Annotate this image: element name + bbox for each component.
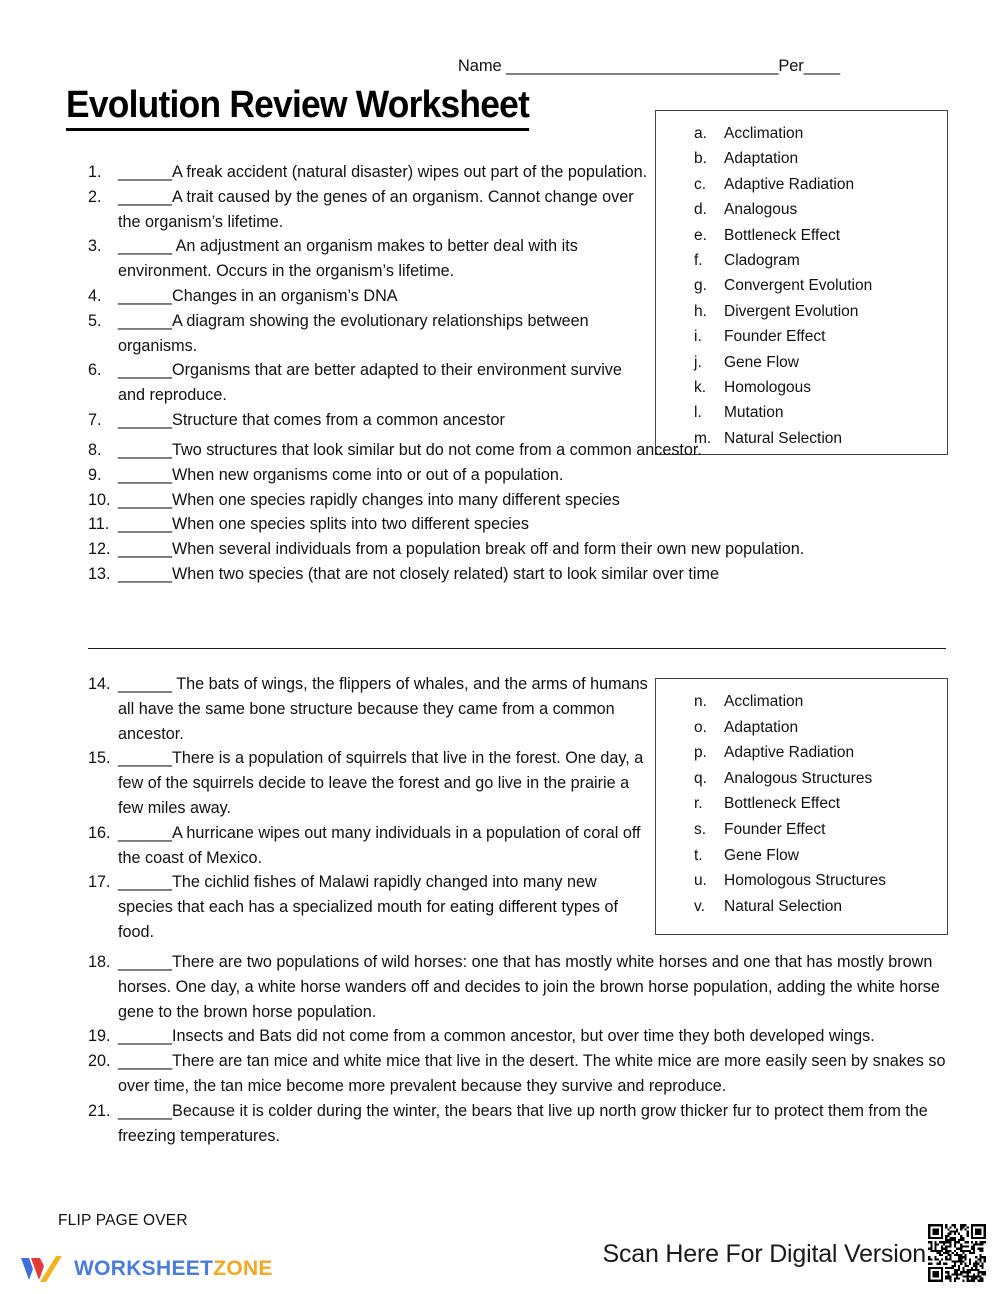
word-bank-item-term: Cladogram <box>724 252 800 270</box>
question-text: ______When two species (that are not closely related) start to look similar over time <box>118 564 720 583</box>
question-item <box>80 746 655 820</box>
logo-text-worksheet: WORKSHEET <box>74 1257 214 1280</box>
question-number: 1. <box>88 163 102 181</box>
word-bank-item-term: Divergent Evolution <box>724 302 859 320</box>
question-number: 9. <box>88 465 102 484</box>
word-bank-item <box>656 868 947 894</box>
word-bank-item <box>656 689 947 715</box>
logo-text-zone: ZONE <box>213 1257 273 1280</box>
question-text: ______There are two populations of wild horses: one that has mostly white horses and one that has mostly brown horses. One day, a white horse wanders off and decides to join the brown horse population, adding the white horse gene to the brown horse population. <box>118 953 940 1021</box>
word-bank-item-letter: o. <box>694 718 707 736</box>
question-item <box>80 1024 952 1049</box>
question-number: 8. <box>88 441 102 459</box>
word-bank-item-term: Founder Effect <box>724 820 826 838</box>
word-bank-item <box>656 223 947 248</box>
word-bank-item <box>656 843 947 869</box>
question-item <box>80 358 650 408</box>
word-bank-item-term: Natural Selection <box>724 429 843 447</box>
question-text: ______The cichlid fishes of Malawi rapidly changed into many new species that each has a specialized mouth for eating different types of food. <box>118 873 619 941</box>
word-bank-item-term: Acclimation <box>724 693 804 710</box>
question-item <box>80 821 655 871</box>
question-item <box>80 1049 952 1099</box>
question-text: ______Because it is colder during the winter, the bears that live up north grow thicker fur to protect them from the freezing temperatures. <box>118 1101 928 1145</box>
question-item <box>80 438 950 463</box>
word-bank-one-list <box>656 121 947 451</box>
word-bank-item-letter: q. <box>694 769 707 787</box>
word-bank-item-term: Adaptation <box>724 150 799 168</box>
question-text: ______When one species splits into two different species <box>118 515 529 534</box>
worksheet-zone-wordmark <box>74 1257 273 1281</box>
word-bank-item <box>656 172 947 197</box>
word-bank-item-letter: m. <box>694 429 712 447</box>
word-bank-two <box>655 678 948 935</box>
question-item <box>80 870 655 944</box>
question-item <box>80 488 950 513</box>
worksheet-zone-logo <box>18 1252 273 1286</box>
word-bank-item-term: Acclimation <box>724 125 804 142</box>
word-bank-item-letter: n. <box>694 693 707 710</box>
question-item <box>80 1099 952 1149</box>
word-bank-item <box>656 375 947 400</box>
question-number: 15. <box>88 749 111 768</box>
word-bank-item <box>656 350 947 375</box>
word-bank-item-term: Bottleneck Effect <box>724 226 841 244</box>
word-bank-item-term: Bottleneck Effect <box>724 795 841 813</box>
word-bank-item-letter: j. <box>694 353 702 371</box>
word-bank-item-term: Homologous <box>724 379 812 397</box>
question-number: 17. <box>88 873 111 892</box>
question-item <box>80 537 950 562</box>
word-bank-item-letter: r. <box>694 795 703 813</box>
word-bank-item-letter: d. <box>694 201 707 219</box>
worksheet-zone-mark-icon <box>18 1252 66 1286</box>
flip-page-label: FLIP PAGE OVER <box>58 1212 188 1229</box>
question-text: ______When one species rapidly changes into many different species <box>118 490 620 509</box>
question-number: 11. <box>88 515 110 534</box>
question-item <box>80 562 950 587</box>
question-text: ______A trait caused by the genes of an organism. Cannot change over the organism’s lifetime. <box>118 187 634 231</box>
word-bank-item-letter: g. <box>694 277 707 295</box>
word-bank-item-letter: p. <box>694 744 707 762</box>
question-number: 4. <box>88 286 102 305</box>
question-number: 12. <box>88 540 111 559</box>
word-bank-item-letter: v. <box>694 897 705 915</box>
word-bank-item-term: Gene Flow <box>724 846 799 864</box>
name-period-line: Name ______________________________Per____ <box>457 57 840 75</box>
question-text: ______When new organisms come into or out of a population. <box>118 465 564 484</box>
question-number: 19. <box>88 1027 111 1046</box>
question-list-14-17 <box>80 672 655 945</box>
word-bank-two-list <box>656 689 947 919</box>
question-number: 6. <box>88 361 102 380</box>
word-bank-item-letter: s. <box>694 820 707 838</box>
question-number: 10. <box>88 490 111 509</box>
word-bank-item-term: Adaptive Radiation <box>724 175 855 193</box>
question-number: 5. <box>88 311 102 330</box>
word-bank-item <box>656 324 947 349</box>
question-list-8-13 <box>80 438 950 587</box>
question-number: 3. <box>88 237 102 256</box>
word-bank-item-term: Mutation <box>724 404 784 422</box>
word-bank-item-letter: l. <box>694 404 702 422</box>
word-bank-item-letter: k. <box>694 379 707 397</box>
question-item <box>80 185 650 235</box>
word-bank-item-letter: c. <box>694 175 707 193</box>
word-bank-item-letter: i. <box>694 328 702 346</box>
question-list-18-21 <box>80 950 952 1148</box>
question-item <box>80 309 650 359</box>
question-number: 14. <box>88 675 111 693</box>
word-bank-item <box>656 197 947 222</box>
word-bank-item <box>656 299 947 324</box>
word-bank-item-term: Analogous Structures <box>724 769 873 787</box>
word-bank-item-term: Homologous Structures <box>724 872 886 890</box>
word-bank-item-letter: f. <box>694 252 703 270</box>
word-bank-item-letter: a. <box>694 125 707 142</box>
question-text: ______Two structures that look similar but do not come from a common ancestor. <box>118 441 702 459</box>
word-bank-item-term: Adaptation <box>724 718 799 736</box>
word-bank-item-term: Adaptive Radiation <box>724 744 855 762</box>
word-bank-item <box>656 740 947 766</box>
word-bank-item <box>656 273 947 298</box>
question-number: 2. <box>88 187 102 206</box>
word-bank-item <box>656 894 947 920</box>
question-item <box>80 672 655 746</box>
word-bank-item <box>656 121 947 146</box>
word-bank-item <box>656 766 947 792</box>
word-bank-item <box>656 400 947 425</box>
question-text: ______There is a population of squirrels that live in the forest. One day, a few of the squirrels decide to leave the forest and go live in the prairie a few miles away. <box>118 749 644 817</box>
word-bank-item-term: Analogous <box>724 201 798 219</box>
question-number: 16. <box>88 823 111 842</box>
word-bank-item <box>656 146 947 171</box>
question-number: 7. <box>88 410 102 429</box>
question-number: 21. <box>88 1101 111 1120</box>
word-bank-item-letter: e. <box>694 226 707 244</box>
question-text: ______When several individuals from a population break off and form their own new population. <box>118 540 805 559</box>
word-bank-item <box>656 715 947 741</box>
word-bank-item-term: Founder Effect <box>724 328 826 346</box>
word-bank-item <box>656 791 947 817</box>
question-text: ______A hurricane wipes out many individuals in a population of coral off the coast of Mexico. <box>118 823 641 867</box>
word-bank-item-letter: u. <box>694 872 707 890</box>
word-bank-item <box>656 817 947 843</box>
section-divider <box>88 648 946 649</box>
question-number: 13. <box>88 564 111 583</box>
question-text: ______A diagram showing the evolutionary relationships between organisms. <box>118 311 589 355</box>
page-title: Evolution Review Worksheet <box>66 86 529 131</box>
qr-code-icon[interactable] <box>926 1222 988 1284</box>
question-item <box>80 284 650 309</box>
question-list-1-7 <box>80 160 650 433</box>
word-bank-item <box>656 248 947 273</box>
word-bank-item-letter: t. <box>694 846 703 864</box>
scan-instruction-text: Scan Here For Digital Version <box>602 1240 926 1268</box>
question-text: ______Organisms that are better adapted to their environment survive and reproduce. <box>118 361 622 405</box>
word-bank-one <box>655 110 948 455</box>
question-item <box>80 160 650 185</box>
question-text: ______ The bats of wings, the flippers of whales, and the arms of humans all have the same bone structure because they came from a common ancestor. <box>118 675 648 743</box>
question-item <box>80 512 950 537</box>
word-bank-item-term: Convergent Evolution <box>724 277 873 295</box>
word-bank-item-term: Gene Flow <box>724 353 799 371</box>
question-item <box>80 950 952 1024</box>
word-bank-item-letter: h. <box>694 302 707 320</box>
question-number: 20. <box>88 1052 111 1071</box>
question-text: ______ An adjustment an organism makes to better deal with its environment. Occurs in the organism’s lifetime. <box>118 237 578 281</box>
question-item <box>80 408 650 433</box>
question-item <box>80 463 950 488</box>
question-text: ______Insects and Bats did not come from a common ancestor, but over time they both developed wings. <box>118 1027 875 1046</box>
question-number: 18. <box>88 953 111 971</box>
question-text: ______Structure that comes from a common ancestor <box>118 410 505 429</box>
word-bank-item-term: Natural Selection <box>724 897 843 915</box>
question-item <box>80 234 650 284</box>
question-text: ______Changes in an organism’s DNA <box>118 286 398 305</box>
question-text: ______A freak accident (natural disaster) wipes out part of the population. <box>118 163 648 181</box>
question-text: ______There are tan mice and white mice that live in the desert. The white mice are more easily seen by snakes so over time, the tan mice become more prevalent because they survive and reproduce. <box>118 1052 946 1095</box>
word-bank-item-letter: b. <box>694 150 707 168</box>
